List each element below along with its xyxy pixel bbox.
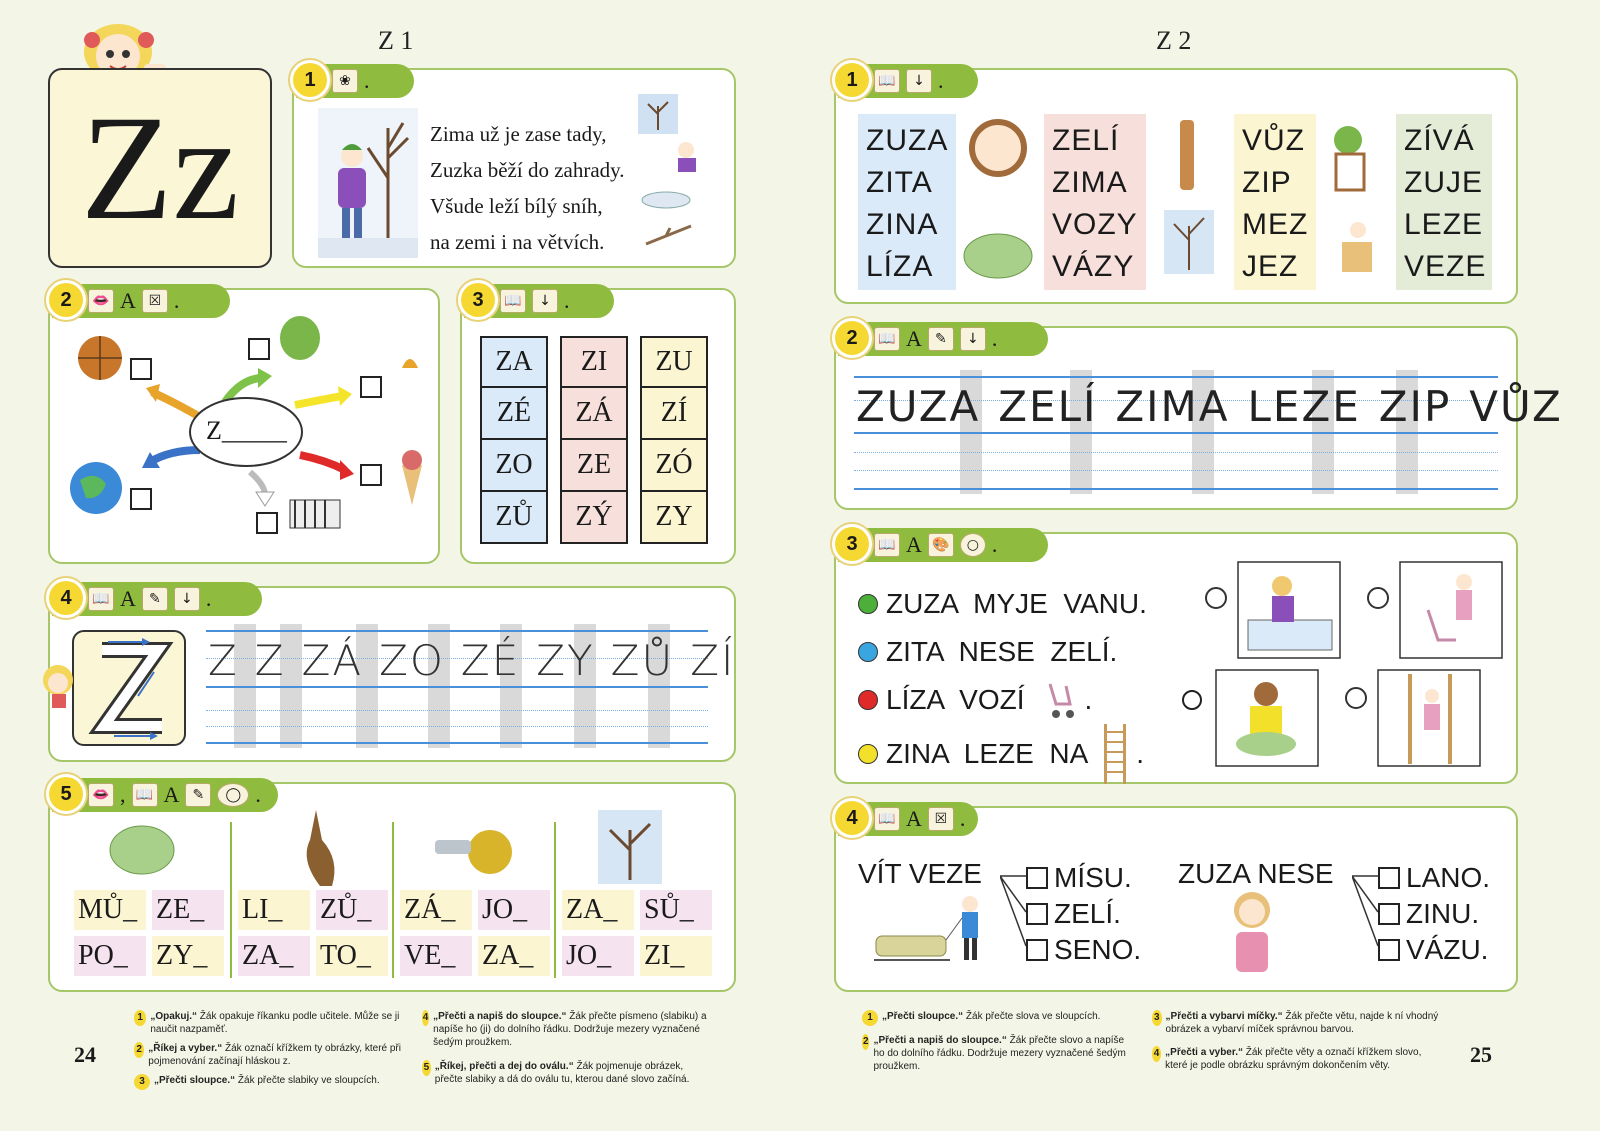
big-letter: Zz [80,85,240,251]
word: ZINA [866,208,939,241]
picture-checkbox[interactable] [360,376,382,398]
word-tracing-area [854,370,1563,494]
word-web-diagram [60,310,430,560]
word: ZÍVÁ [1404,124,1475,157]
mouth-icon: 👄 [88,289,114,313]
syllable-group [74,890,224,976]
picture-icon: ❀ [332,69,358,93]
syllable-option[interactable]: ZA_ [478,936,550,976]
traced-item: ZÁ [301,636,364,685]
winter-girl-illustration [318,108,418,258]
red-ball-icon [858,690,878,710]
word: VOZY [1052,208,1138,241]
arrow-down-icon: ↓ [960,327,986,351]
pencil-icon: ✎ [928,327,954,351]
exercise-number: 2 [830,316,874,360]
exercise-number: 1 [288,58,332,102]
word: ZUJE [1404,166,1483,199]
word-column [1396,114,1492,290]
option-checkbox[interactable] [1378,939,1400,961]
syllable-option[interactable]: ZA_ [238,936,310,976]
traced-word: LEZE [1247,382,1361,431]
poem-line: na zemi i na větvích. [430,230,605,254]
syllable-cell: ZÝ [560,492,628,544]
traced-item: ZÉ [460,636,521,685]
syllable-cell: ZE [560,440,628,492]
syllable-option[interactable]: MŮ_ [74,890,146,930]
r-exercise-2-banner: 2 📖 A ✎ ↓ . [838,322,1048,356]
syllable-option[interactable]: TO_ [316,936,388,976]
exercise-1-banner: 1 ❀ . [296,64,414,98]
cross-box-icon: ☒ [928,807,954,831]
poem-pictures [636,94,706,254]
option-checkbox[interactable] [1026,903,1048,925]
picture-checkbox[interactable] [248,338,270,360]
scene-ball[interactable] [1182,690,1202,710]
ex5-dividers [392,822,394,978]
yellow-ball-icon [858,744,878,764]
word: ZELÍ [1052,124,1120,157]
traced-word: ZUZA [856,382,981,431]
traced-item: ZO [379,636,445,685]
option-checkbox[interactable] [1378,903,1400,925]
word: LEZE [1404,208,1484,241]
traced-word: ZIP [1378,382,1452,431]
word: VEZE [1404,250,1487,283]
palette-icon: 🎨 [928,533,954,557]
picture-checkbox[interactable] [130,358,152,380]
picture-checkbox[interactable] [256,512,278,534]
r-exercise-1-banner: 1 📖 ↓ . [838,64,978,98]
syllable-option[interactable]: ZE_ [152,890,224,930]
traced-item: ZY [536,636,595,685]
syllable-cell: ZY [640,492,708,544]
poem-line: Všude leží bílý sníh, [430,194,603,218]
exercise-2-banner: 2 👄 A ☒ . [52,284,230,318]
option-checkbox[interactable] [1378,867,1400,889]
syllable-group [562,890,712,976]
syllable-cell: ZÉ [480,388,548,440]
syllable-option[interactable]: LI_ [238,890,310,930]
exercise-number: 4 [830,796,874,840]
traced-word: ZELÍ [998,382,1098,431]
traced-item: Z [254,636,286,685]
book-icon: 📖 [88,587,114,611]
syllable-columns [480,336,708,544]
ex5-dividers [230,822,232,978]
syllable-option[interactable]: JO_ [562,936,634,976]
syllable-option[interactable]: ZY_ [152,936,224,976]
syllable-cell: ZÓ [640,440,708,492]
syllable-option[interactable]: SŮ_ [640,890,712,930]
word: VŮZ [1242,124,1305,157]
poem-line: Zima už je zase tady, [430,122,607,146]
word: ZITA [866,166,933,199]
traced-letters [208,636,735,685]
exercise-3-banner: 3 📖 ↓ . [464,284,614,318]
footer-left: 1 „Opakuj.“ Žák opakuje říkanku podle učitele. Může se ji naučit nazpaměť. 2 „Říkej a vyber.“ Žák označí křížkem ty obrázky, které při pojmenování začínají hláskou z. 3 „Přečti sloupce.“ Žák přečte slabiky ve sloupcích. 4 „Přečti a napiš do sloupce.“ Žák přečte písmeno (slabiku) a napíše ho (ji) do dolního řádku. Dodržuje mezery vyznačené šedým proužkem. 5 „Říkej, přečti a dej do oválu.“ Žák pojmenuje obrázek, přečte slabiky a dá do oválu tu, kterou dané slovo začíná. [134,1010,714,1100]
syllable-cell: ZÍ [640,388,708,440]
syllable-cell: ZI [560,336,628,388]
scene-pictures [1202,560,1506,772]
syllable-option[interactable]: JO_ [478,890,550,930]
word: JEZ [1242,250,1299,283]
r-exercise-3-banner: 3 📖 A 🎨 ○ . [838,528,1048,562]
sentence: LÍZA VOZÍ . [858,676,1147,724]
syllable-group [400,890,550,976]
syllable-option[interactable]: PO_ [74,936,146,976]
exercise-number: 5 [44,772,88,816]
exercise-number: 3 [456,278,500,322]
syllable-cell: ZÁ [560,388,628,440]
picture-checkbox[interactable] [360,464,382,486]
word: ZUZA [866,124,949,157]
exercise-number: 3 [830,522,874,566]
poem [430,116,625,260]
syllable-cell: ZA [480,336,548,388]
syllable-cell: ZU [640,336,708,388]
pencil-icon: ✎ [185,783,211,807]
book-icon: 📖 [874,807,900,831]
choice-group-left [858,858,982,890]
page-number-right: 25 [1470,1042,1492,1067]
ex5-pictures [70,800,720,890]
option[interactable]: MÍSU. [1026,860,1141,896]
option[interactable]: VÁZU. [1378,932,1490,968]
option[interactable]: LANO. [1378,860,1490,896]
poem-line: Zuzka běží do zahrady. [430,158,625,182]
sentence-lead: ZUZA NESE [1178,858,1334,889]
syllable-column [560,336,628,544]
page-title-right: Z 2 [1156,26,1192,55]
exercise-number: 2 [44,278,88,322]
traced-item: ZÍ [690,636,736,685]
r-exercise-4-banner: 4 📖 A ☒ . [838,802,978,836]
arrow-down-icon: ↓ [906,69,932,93]
big-letter-card [48,68,272,268]
syllable-cell: ZO [480,440,548,492]
wall-bars-icon [1102,724,1128,784]
girl-illustration [1222,888,1282,974]
sentence-lead: VÍT VEZE [858,858,982,889]
green-ball-icon [858,594,878,614]
mouth-icon: 👄 [88,783,114,807]
center-word-blank[interactable]: Z_____ [206,416,287,445]
option[interactable]: SENO. [1026,932,1141,968]
sentence: ZUZA MYJE VANU. [858,580,1147,628]
word: ZIP [1242,166,1292,199]
picture-checkbox[interactable] [130,488,152,510]
traced-item: Z [208,636,239,685]
word-column [858,114,956,290]
exercise-number: 1 [830,58,874,102]
options-left [1026,860,1141,968]
syllable-option[interactable]: ZA_ [562,890,634,930]
exercise-4-banner: 4 📖 A ✎ ↓ . [52,582,262,616]
word: MEZ [1242,208,1309,241]
option-checkbox[interactable] [1026,939,1048,961]
mascot-pencil-illustration [36,662,82,710]
word: ZIMA [1052,166,1128,199]
blue-ball-icon [858,642,878,662]
syllable-group [238,890,388,976]
syllable-option[interactable]: ZÁ_ [400,890,472,930]
arrow-down-icon: ↓ [174,587,200,611]
syllable-column [480,336,548,544]
syllable-column [640,336,708,544]
exercise-number: 4 [44,576,88,620]
stroller-icon [1042,680,1076,720]
options-right [1378,860,1490,968]
option[interactable]: ZELÍ. [1026,896,1141,932]
sentence: ZINA LEZE NA . [858,724,1147,784]
cross-box-icon: ☒ [142,289,168,313]
book-icon: 📖 [500,289,526,313]
pencil-icon: ✎ [142,587,168,611]
book-icon: 📖 [874,69,900,93]
ball-icon: ○ [960,533,986,557]
syllable-option[interactable]: VE_ [400,936,472,976]
traced-word: VŮZ [1469,382,1563,431]
sentences [858,580,1147,784]
oval-icon: ◯ [217,783,249,807]
option-checkbox[interactable] [1026,867,1048,889]
book-icon: 📖 [874,533,900,557]
footer-right: 1 „Přečti sloupce.“ Žák přečte slova ve sloupcích. 2 „Přečti a napiš do sloupce.“ Žák přečte slovo a napíše ho do dolního řádku. Dodržuje mezery vyznačené šedým proužkem. 3 „Přečti a vybarvi míčky.“ Žák přečte větu, najde k ní vhodný obrázek a vybarví míček správnou barvou. 4 „Přečti a vyber.“ Žák přečte věty a označí křížkem slovo, které je podle obrázku správným dokončením věty. [862,1011,1439,1072]
traced-word: ZIMA [1115,382,1230,431]
exercise-5-banner: 5 👄 , 📖 A ✎ ◯ . [52,778,278,812]
syllable-option[interactable]: ZI_ [640,936,712,976]
sled-boy-illustration [870,890,990,970]
syllable-cell: ZŮ [480,492,548,544]
syllable-option[interactable]: ZŮ_ [316,890,388,930]
option[interactable]: ZINU. [1378,896,1490,932]
choice-group-right [1178,858,1334,890]
book-icon: 📖 [132,783,158,807]
word: LÍZA [866,250,934,283]
page-number-left: 24 [74,1042,96,1067]
letter-tracing-card [72,630,186,746]
book-icon: 📖 [874,327,900,351]
ex5-dividers [554,822,556,978]
ex1-pictures [958,110,1398,294]
sentence: ZITA NESE ZELÍ. [858,628,1147,676]
word: VÁZY [1052,250,1135,283]
traced-words [856,382,1563,431]
traced-item: ZŮ [610,636,675,685]
arrow-down-icon: ↓ [532,289,558,313]
page-title-left: Z 1 [378,26,414,55]
tracing-area [206,624,736,752]
